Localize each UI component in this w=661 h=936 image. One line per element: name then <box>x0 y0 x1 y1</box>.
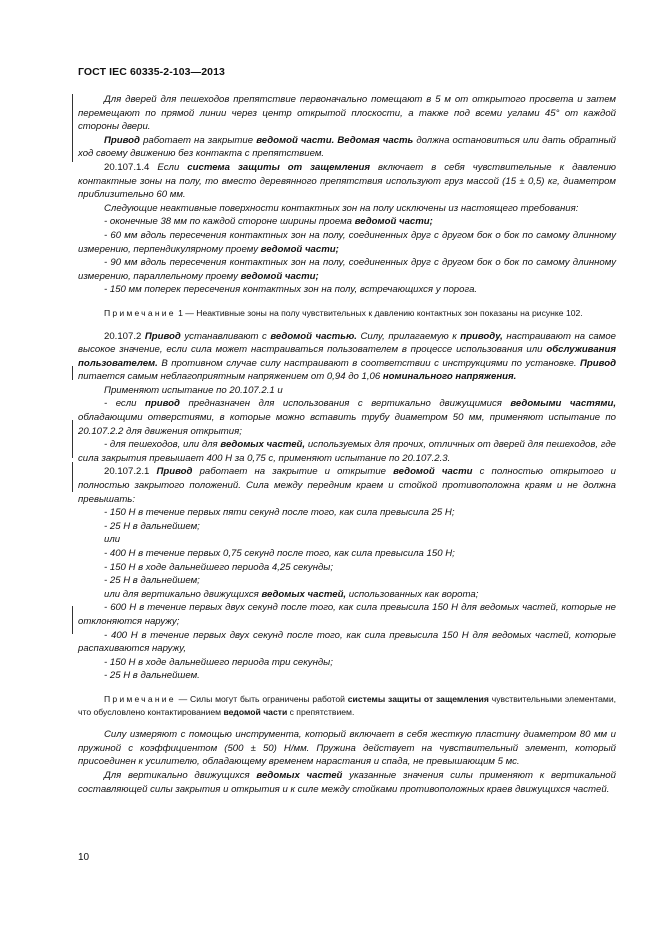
list-item: - 25 Н в дальнейшем. <box>104 670 200 682</box>
paragraph: или для вертикально движущихся ведомых частей, использованных как ворота; <box>104 588 479 600</box>
list-item: - оконечные 38 мм по каждой стороне ширины проема ведомой части; <box>104 216 433 228</box>
list-item: - 60 мм вдоль пересечения контактных зон на полу, соединенных друг с другом бок о бок по самому длинному измерению, перпендикулярному проему ведомой части; <box>78 229 616 255</box>
revision-bar <box>72 94 73 162</box>
list-item: - 150 Н в течение первых пяти секунд после того, как сила превысила 25 Н; <box>104 507 455 519</box>
clause-number: 20.107.1.4 <box>104 161 150 173</box>
revision-bar <box>72 366 73 380</box>
list-item: - 25 Н в дальнейшем; <box>104 575 200 587</box>
revision-bar <box>72 420 73 458</box>
clause-20-107-2-1: 20.107.2.1 Привод работает на закрытие и открытие ведомой части с полностью открытого и полностью закрытого положений. Сила между передним краем и стойкой противоположна краям и не должна превышать: <box>78 466 617 505</box>
list-item: - для пешеходов, или для ведомых частей, используемых для прочих, отличных от дверей для пешеходов, где сила закрытия превышает 400 Н за 0,75 с, применяют испытание по 20.107.2.3. <box>78 439 616 464</box>
list-item: - 25 Н в дальнейшем; <box>104 520 200 532</box>
paragraph: Силу измеряют с помощью инструмента, который включает в себя жесткую пластину диаметром 80 мм и пружиной с коэффициентом (500 ± 50) Н/мм. Пружина действует на чувствительный элемент, который присоединен к усилителю, обладающему временем нарастания и спада, не превышающим 5 мс. <box>78 729 616 768</box>
list-item: - 90 мм вдоль пересечения контактных зон на полу, соединенных друг с другом бок о бок по самому длинному измерению, параллельному проему ведомой части; <box>78 257 616 282</box>
list-item: или <box>104 534 121 546</box>
paragraph: Для вертикально движущихся ведомых частей указанные значения силы применяют к вертикальной составляющей силы закрытия и открытия и к силе между стойками противоположных краев движущихся частей. <box>78 769 616 795</box>
paragraph: Следующие неактивные поверхности контактных зон на полу исключены из настоящего требования: <box>104 202 579 214</box>
paragraph: Привод работает на закрытие ведомой части. Ведомая часть должна остановиться или дать обратный ход своему движению без контакта с препятствием. <box>78 134 616 160</box>
revision-bar <box>72 606 73 634</box>
note-1: Примечание 1 — Неактивные зоны на полу чувствительных к давлению контактных зон показаны на рисунке 102. <box>104 307 583 318</box>
note-2: Примечание — Силы могут быть ограничены работой системы защиты от защемления чувствительными элементами, что обусловлено контактированием ведомой части с препятствием. <box>78 693 617 717</box>
document-body <box>78 93 616 796</box>
paragraph: Применяют испытание по 20.107.2.1 и <box>104 384 283 396</box>
clause-20-107-2: 20.107.2 Привод устанавливают с ведомой частью. Силу, прилагаемую к приводу, настраивают на самое высокое значение, если сила может настраиваться пользователем в процессе использования или обслуживания пользователем. В противном случае силу настраивают в соответствии с инструкциями по установке. Привод питается самым неблагоприятным напряжением от 0,94 до 1,06 номинального напряжения. <box>78 330 616 383</box>
list-item: - 150 мм поперек пересечения контактных зон на полу, встречающихся у порога. <box>104 284 478 296</box>
clause-number: 20.107.2.1 <box>104 466 150 478</box>
clause-number: 20.107.2 <box>104 330 142 342</box>
list-item: - 400 Н в течение первых двух секунд после того, как сила превысила 150 Н для ведомых частей, которые распахиваются наружу, <box>78 629 616 655</box>
list-item: - если привод предназначен для использования с вертикально движущимися ведомыми частями, обладающими отверстиями, в которые можно вставить трубу диаметром 50 мм, применяют испытание по 20.107.2.2 для движения открытия; <box>78 398 616 437</box>
page-number: 10 <box>78 852 90 863</box>
list-item: - 150 Н в ходе дальнейшего периода 4,25 секунды; <box>104 561 334 573</box>
revision-bar <box>72 462 73 492</box>
list-item: - 400 Н в течение первых 0,75 секунд после того, как сила превысила 150 Н; <box>104 548 455 559</box>
paragraph: Для дверей для пешеходов препятствие первоначально помещают в 5 м от открытого просвета и затем перемещают по прямой линии через центр открытой плоскости, а также под всеми углами 45° от каждой стороны двери. <box>78 94 616 133</box>
list-item: - 150 Н в ходе дальнейшего периода три секунды; <box>104 656 333 668</box>
page-header: ГОСТ IEC 60335-2-103—2013 <box>78 66 225 78</box>
clause-20-107-1-4: 20.107.1.4 Если система защиты от защемления включает в себя чувствительные к давлению контактные зоны на полу, то вместо деревянного препятствия используют груз массой (15 ± 0,5) кг, диаметром приблизительно 60 мм. <box>78 161 616 201</box>
list-item: - 600 Н в течение первых двух секунд после того, как сила превысила 150 Н для ведомых частей, которые не отклоняются наружу; <box>78 602 616 627</box>
